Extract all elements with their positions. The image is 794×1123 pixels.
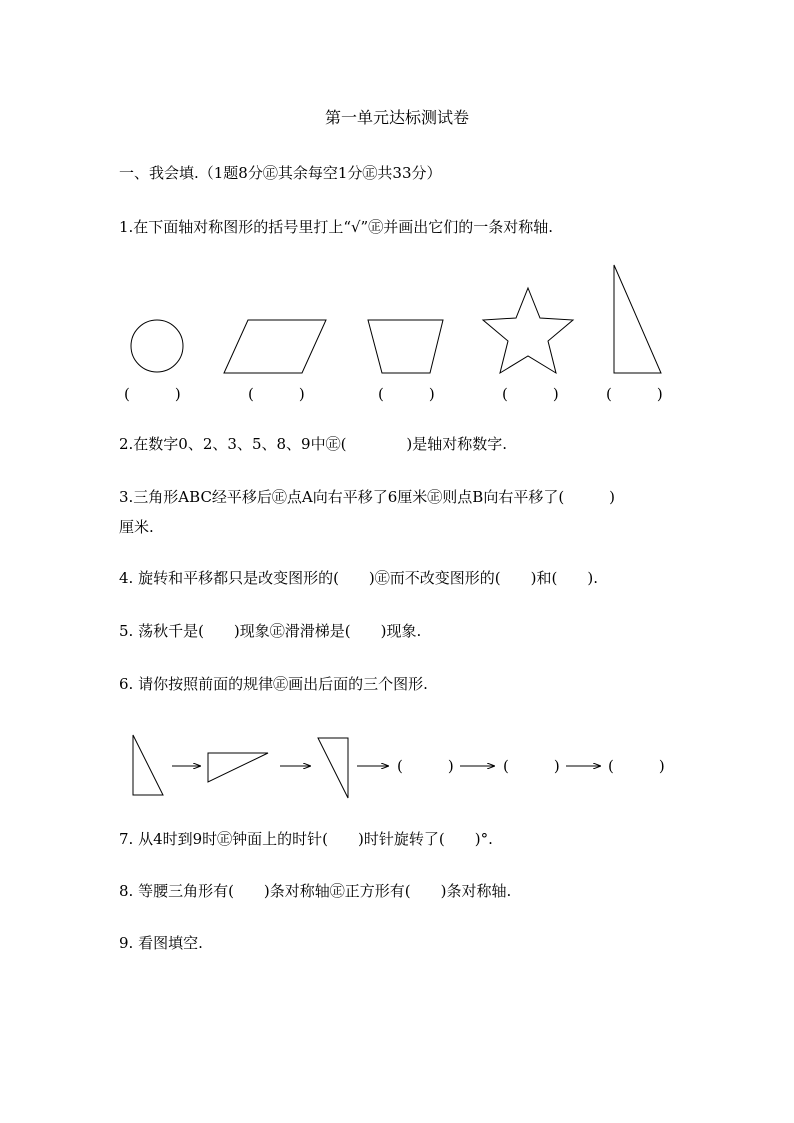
right-triangle-shape	[614, 265, 661, 373]
question-6: 6. 请你按照前面的规律㊣画出后面的三个图形.	[119, 675, 428, 693]
answer-blank-5[interactable]: ( )	[606, 385, 663, 403]
pattern-blank-2[interactable]: ( )	[503, 757, 560, 775]
page-title: 第一单元达标测试卷	[324, 108, 469, 127]
question-9: 9. 看图填空.	[119, 934, 203, 952]
q1-shapes	[0, 260, 794, 400]
star-shape	[483, 288, 573, 373]
pattern-triangle-2	[208, 753, 268, 782]
question-1: 1.在下面轴对称图形的括号里打上“√”㊣并画出它们的一条对称轴.	[119, 218, 553, 236]
answer-blank-3[interactable]: ( )	[378, 385, 435, 403]
answer-blank-1[interactable]: ( )	[124, 385, 181, 403]
pattern-blank-1[interactable]: ( )	[397, 757, 454, 775]
question-5: 5. 荡秋千是( )现象㊣滑滑梯是( )现象.	[119, 622, 422, 640]
question-7: 7. 从4时到9时㊣钟面上的时针( )时针旋转了( )°.	[119, 830, 493, 848]
question-3-line-2: 厘米.	[119, 518, 154, 536]
parallelogram-shape	[224, 320, 326, 373]
question-3-line-1: 3.三角形ABC经平移后㊣点A向右平移了6厘米㊣则点B向右平移了( )	[119, 488, 616, 506]
question-4: 4. 旋转和平移都只是改变图形的( )㊣而不改变图形的( )和( ).	[119, 569, 598, 587]
question-2: 2.在数字0、2、3、5、8、9中㊣( )是轴对称数字.	[119, 435, 508, 453]
pattern-triangle-3	[318, 738, 348, 798]
section-heading: 一、我会填.（1题8分㊣其余每空1分㊣共33分）	[119, 164, 442, 182]
circle-shape	[131, 320, 183, 372]
answer-blank-2[interactable]: ( )	[248, 385, 305, 403]
pattern-triangle-1	[133, 735, 163, 795]
question-8: 8. 等腰三角形有( )条对称轴㊣正方形有( )条对称轴.	[119, 882, 512, 900]
pattern-blank-3[interactable]: ( )	[608, 757, 665, 775]
trapezoid-shape	[368, 320, 443, 373]
answer-blank-4[interactable]: ( )	[502, 385, 559, 403]
